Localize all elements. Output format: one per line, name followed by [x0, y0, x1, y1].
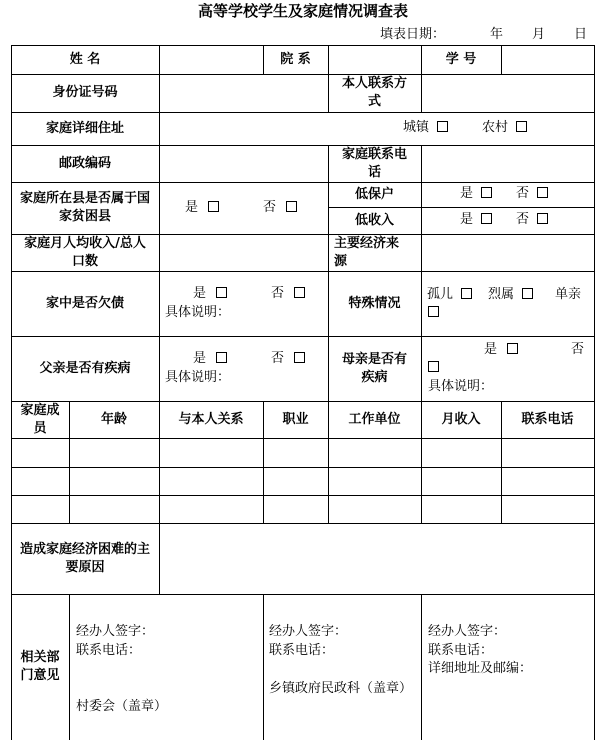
- poverty-no-label: 否: [263, 200, 277, 215]
- orphan-option[interactable]: [427, 286, 472, 304]
- father-no-checkbox[interactable]: [294, 352, 305, 363]
- orphan-label: 孤儿: [427, 287, 454, 302]
- mother-no-label: 否: [571, 342, 585, 357]
- debt-yes-checkbox[interactable]: [216, 287, 227, 298]
- student-id-field[interactable]: [502, 46, 594, 74]
- debt-explain-label: 具体说明：: [165, 305, 231, 320]
- address-field[interactable]: [160, 113, 390, 145]
- mother-no-checkbox[interactable]: [428, 361, 439, 372]
- name-field[interactable]: [160, 46, 263, 74]
- urban-label: 城镇: [403, 120, 430, 135]
- urban-option[interactable]: [403, 119, 448, 137]
- table-row[interactable]: [12, 439, 594, 467]
- single-parent-checkbox[interactable]: [428, 306, 439, 317]
- dibao-no-label: 否: [516, 186, 530, 201]
- village-seal-label: 村委会（盖章）: [76, 699, 168, 714]
- single-parent-label: 单亲: [555, 287, 582, 302]
- school-address-label: 详细地址及邮编：: [428, 661, 533, 676]
- mother-yes-checkbox[interactable]: [507, 343, 518, 354]
- rural-checkbox[interactable]: [516, 121, 527, 132]
- members-col-age: 年龄: [100, 411, 127, 427]
- low-income-no-label: 否: [516, 212, 530, 227]
- members-col-occupation: 职业: [282, 411, 309, 427]
- urban-checkbox[interactable]: [437, 121, 448, 132]
- monthly-income-field[interactable]: [160, 235, 328, 271]
- name-label: 姓 名: [69, 51, 101, 67]
- student-id-label: 学 号: [445, 51, 477, 67]
- hardship-reason-label: 造成家庭经济困难的主要原因: [19, 541, 150, 575]
- dibao-no-checkbox[interactable]: [537, 187, 548, 198]
- debt-no-label: 否: [271, 286, 285, 301]
- members-col-phone: 联系电话: [521, 411, 574, 427]
- postcode-label: 邮政编码: [58, 155, 111, 171]
- family-phone-label: 家庭联系电话: [341, 146, 407, 180]
- school-signer-label: 经办人签字：: [428, 624, 507, 639]
- debt-label: 家中是否欠债: [45, 295, 124, 311]
- single-parent-option[interactable]: [555, 286, 581, 304]
- dibao-yes-checkbox[interactable]: [481, 187, 492, 198]
- orphan-checkbox[interactable]: [461, 288, 472, 299]
- members-col-income: 月收入: [441, 411, 481, 427]
- college-field[interactable]: [329, 46, 421, 74]
- contact-label: 本人联系方式: [341, 76, 407, 109]
- dibao-yes-option[interactable]: [460, 185, 492, 203]
- township-seal-label: 乡镇政府民政科（盖章）: [269, 681, 413, 696]
- form-title: 高等学校学生及家庭情况调查表: [197, 2, 408, 20]
- martyr-label: 烈属: [488, 287, 515, 302]
- debt-yes-option[interactable]: [193, 285, 227, 303]
- hardship-reason-field[interactable]: [160, 524, 594, 594]
- department-opinion-label: 相关部门意见: [20, 650, 60, 683]
- father-yes-label: 是: [193, 351, 207, 366]
- father-yes-checkbox[interactable]: [216, 352, 227, 363]
- mother-yes-label: 是: [484, 342, 498, 357]
- martyr-option[interactable]: [488, 286, 533, 304]
- father-illness-label: 父亲是否有疾病: [39, 360, 131, 376]
- poverty-yes-checkbox[interactable]: [208, 201, 219, 212]
- fill-date: [380, 26, 606, 44]
- economic-source-field[interactable]: [422, 235, 594, 271]
- table-row[interactable]: [12, 496, 594, 523]
- fill-date-year: 年: [490, 27, 504, 42]
- fill-date-month: 月: [532, 27, 546, 42]
- debt-no-option[interactable]: [271, 285, 305, 303]
- idcard-label: 身份证号码: [52, 85, 118, 100]
- college-label: 院 系: [280, 51, 311, 67]
- contact-field[interactable]: [422, 75, 594, 112]
- members-col-relation: 与本人关系: [178, 411, 244, 427]
- poverty-no-checkbox[interactable]: [286, 201, 297, 212]
- low-income-yes-checkbox[interactable]: [481, 213, 492, 224]
- fill-date-day: 日: [574, 27, 588, 42]
- poverty-yes-label: 是: [185, 200, 199, 215]
- mother-no-option[interactable]: [571, 341, 584, 359]
- mother-no-checkbox-wrap[interactable]: [428, 360, 439, 378]
- school-phone-label: 联系电话：: [428, 643, 494, 658]
- postcode-field[interactable]: [160, 146, 328, 182]
- village-signer-label: 经办人签字：: [76, 624, 155, 639]
- fill-date-label: 填表日期：: [380, 27, 446, 42]
- father-no-label: 否: [271, 351, 285, 366]
- economic-source-label: 主要经济来源: [334, 235, 400, 269]
- debt-yes-label: 是: [193, 286, 207, 301]
- low-income-yes-label: 是: [460, 212, 474, 227]
- address-label: 家庭详细住址: [45, 120, 124, 136]
- poverty-yes-option[interactable]: [185, 199, 219, 217]
- dibao-no-option[interactable]: [516, 185, 548, 203]
- family-phone-field[interactable]: [422, 146, 594, 182]
- rural-option[interactable]: [482, 119, 527, 137]
- village-phone-label: 联系电话：: [76, 643, 142, 658]
- poverty-no-option[interactable]: [263, 199, 297, 217]
- special-situation-label: 特殊情况: [348, 295, 401, 311]
- idcard-field[interactable]: [160, 75, 328, 112]
- rural-label: 农村: [482, 120, 509, 135]
- dibao-label: 低保户: [354, 186, 394, 202]
- father-yes-option[interactable]: [193, 350, 227, 368]
- martyr-checkbox[interactable]: [522, 288, 533, 299]
- single-parent-checkbox-wrap[interactable]: [428, 305, 439, 323]
- monthly-income-label: 家庭月人均收入/总人口数: [24, 235, 146, 269]
- low-income-label: 低收入: [354, 212, 394, 228]
- poverty-county-label: 家庭所在县是否属于国家贫困县: [19, 191, 150, 224]
- table-row[interactable]: [12, 468, 594, 495]
- township-signer-label: 经办人签字：: [269, 624, 348, 639]
- low-income-no-checkbox[interactable]: [537, 213, 548, 224]
- low-income-yes-option[interactable]: [460, 211, 492, 229]
- father-no-option[interactable]: [271, 350, 305, 368]
- township-phone-label: 联系电话：: [269, 643, 335, 658]
- members-col-employer: 工作单位: [348, 411, 401, 427]
- mother-explain-label: 具体说明：: [428, 379, 494, 394]
- low-income-no-option[interactable]: [516, 211, 548, 229]
- mother-illness-label: 母亲是否有疾病: [341, 351, 407, 385]
- father-explain-label: 具体说明：: [165, 370, 231, 385]
- members-col-family: 家庭成员: [20, 402, 60, 436]
- debt-no-checkbox[interactable]: [294, 287, 305, 298]
- dibao-yes-label: 是: [460, 186, 474, 201]
- mother-yes-option[interactable]: [484, 341, 518, 359]
